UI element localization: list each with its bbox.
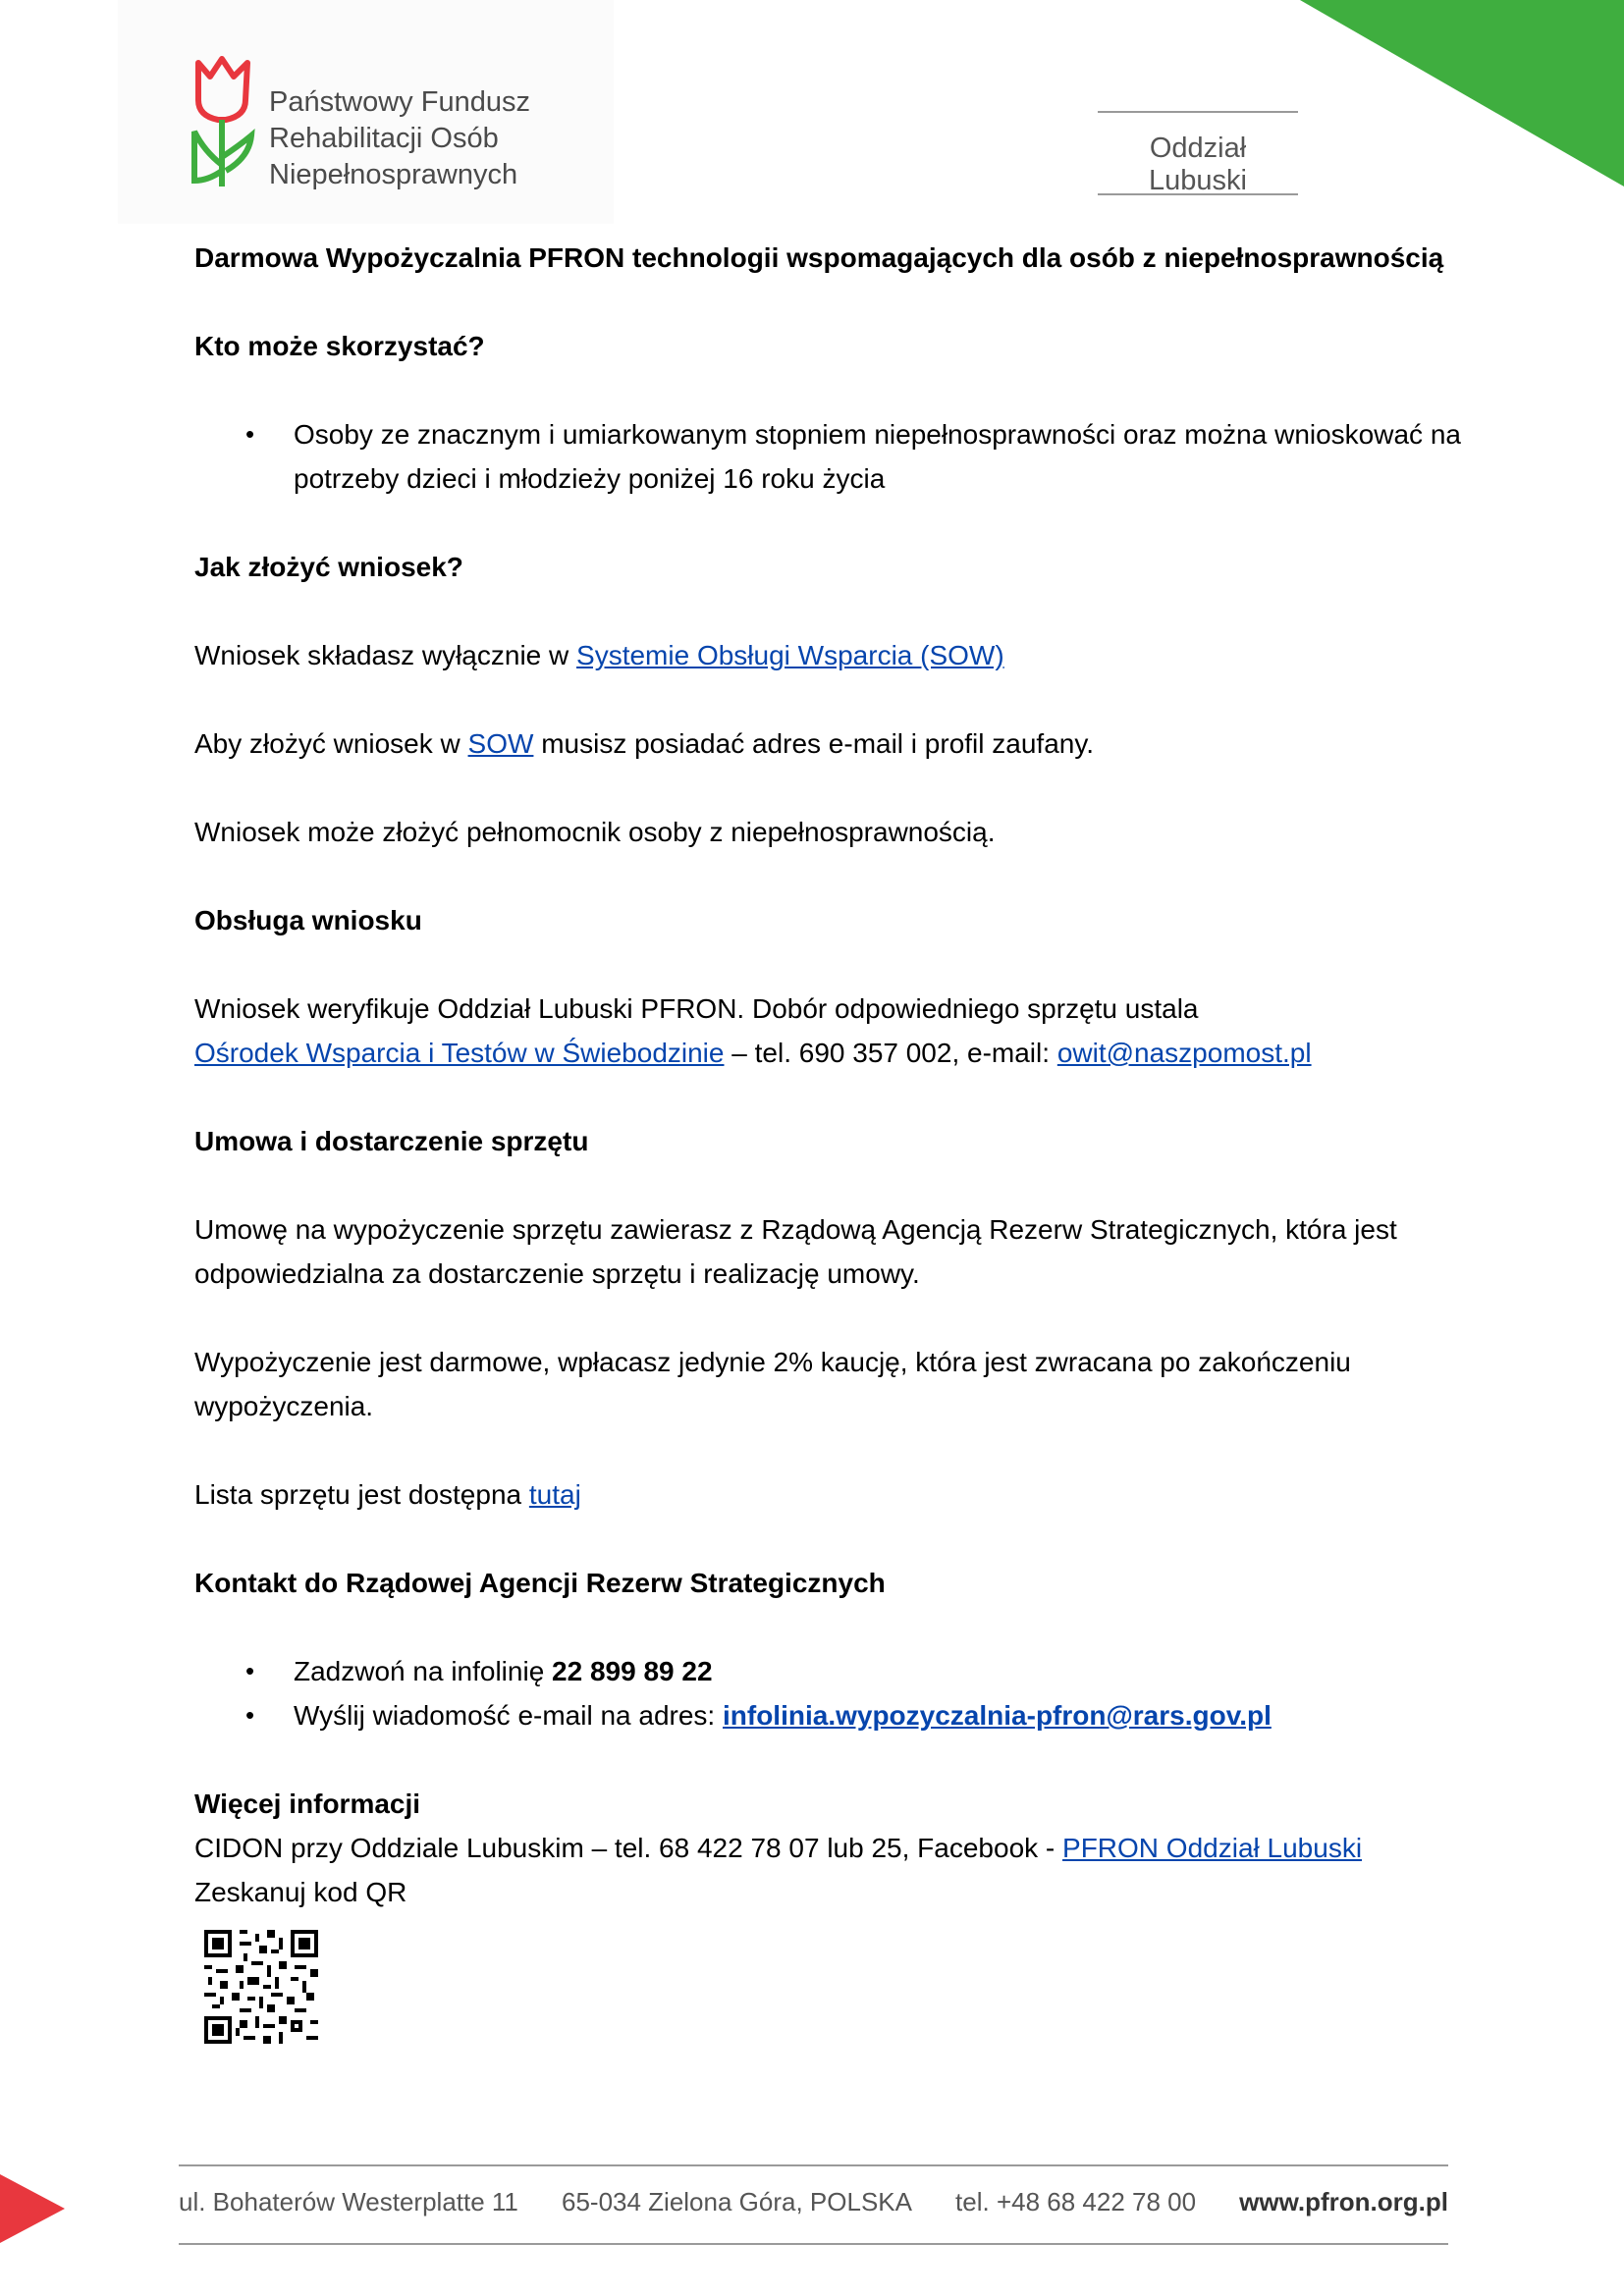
infoline-phone: 22 899 89 22 <box>552 1656 713 1686</box>
call-text: Zadzwoń na infolinię <box>294 1656 553 1686</box>
footer-address: ul. Bohaterów Westerplatte 11 <box>179 2187 518 2216</box>
contact-heading: Kontakt do Rządowej Agencji Rezerw Strategicznych <box>194 1568 886 1598</box>
logo-text <box>269 84 530 193</box>
document-body <box>194 236 1461 2044</box>
service-text: Wniosek weryfikuje Oddział Lubuski PFRON. Dobór odpowiedniego sprzętu ustala <box>194 993 1199 1024</box>
sow-system-link[interactable]: Systemie Obsługi Wsparcia (SOW) <box>576 640 1004 670</box>
facebook-link[interactable]: PFRON Oddział Lubuski <box>1062 1833 1363 1863</box>
more-info-text: CIDON przy Oddziale Lubuskim – tel. 68 422 78 07 lub 25, Facebook - <box>194 1833 1063 1863</box>
service-paragraph <box>194 987 1461 1075</box>
list-item: • Osoby ze znacznym i umiarkowanym stopniem niepełnosprawności oraz można wnioskować na potrzeby dzieci i młodzieży poniżej 16 roku życia <box>194 412 1461 501</box>
document-title: Darmowa Wypożyczalnia PFRON technologii wspomagających dla osób z niepełnosprawnością <box>194 242 1444 273</box>
more-info-heading: Więcej informacji <box>194 1789 421 1819</box>
how-p2-text-end: musisz posiadać adres e-mail i profil zaufany. <box>533 728 1095 759</box>
department-label-box <box>1098 111 1298 195</box>
contract-paragraph-2: Wypożyczenie jest darmowe, wpłacasz jedynie 2% kaucję, która jest zwracana po zakończeniu wypożyczenia. <box>194 1347 1351 1421</box>
footer-top-rule <box>179 2164 1448 2166</box>
equipment-list-text: Lista sprzętu jest dostępna <box>194 1479 529 1510</box>
footer-phone: tel. +48 68 422 78 00 <box>955 2187 1197 2216</box>
footer <box>179 2187 1448 2217</box>
corner-red-triangle <box>0 2174 65 2243</box>
footer-city: 65-034 Zielona Góra, POLSKA <box>561 2187 912 2216</box>
sow-link[interactable]: SOW <box>467 728 534 759</box>
rars-email-link[interactable]: infolinia.wypozyczalnia-pfron@rars.gov.pl <box>723 1700 1272 1731</box>
logo-line-2: Rehabilitacji Osób <box>269 123 499 154</box>
list-item <box>194 1649 1461 1693</box>
footer-website[interactable]: www.pfron.org.pl <box>1239 2187 1448 2216</box>
contact-list <box>194 1649 1461 1737</box>
owit-email-link[interactable]: owit@naszpomost.pl <box>1056 1038 1312 1068</box>
how-paragraph-3: Wniosek może złożyć pełnomocnik osoby z niepełnosprawnością. <box>194 817 996 847</box>
department-label: Oddział Lubuski <box>1149 133 1247 196</box>
logo-line-3: Niepełnosprawnych <box>269 159 518 190</box>
who-list <box>194 412 1461 501</box>
qr-caption: Zeskanuj kod QR <box>194 1877 407 1907</box>
email-text: Wyślij wiadomość e-mail na adres: <box>294 1700 723 1731</box>
footer-bottom-rule <box>179 2243 1448 2245</box>
how-heading: Jak złożyć wniosek? <box>194 552 463 582</box>
equipment-list-link[interactable]: tutaj <box>528 1479 581 1510</box>
how-paragraph-1 <box>194 633 1461 677</box>
list-item <box>194 1693 1461 1737</box>
owit-center-link[interactable]: Ośrodek Wsparcia i Testów w Świebodzinie <box>194 1038 725 1068</box>
how-p2-text: Aby złożyć wniosek w <box>194 728 468 759</box>
qr-code-icon <box>204 1930 318 2044</box>
service-contact-text: – tel. 690 357 002, e-mail: <box>724 1038 1057 1068</box>
how-paragraph-2 <box>194 721 1461 766</box>
contract-heading: Umowa i dostarczenie sprzętu <box>194 1126 589 1156</box>
tulip-icon <box>187 55 257 192</box>
equipment-list-paragraph <box>194 1472 1461 1517</box>
corner-green-triangle <box>1300 0 1624 187</box>
more-info-paragraph <box>194 1826 1461 1870</box>
how-p1-text: Wniosek składasz wyłącznie w <box>194 640 577 670</box>
contract-paragraph-1: Umowę na wypożyczenie sprzętu zawierasz z Rządową Agencją Rezerw Strategicznych, która jest odpowiedzialna za dostarczenie sprzętu i realizację umowy. <box>194 1214 1397 1289</box>
pfron-logo <box>118 0 614 224</box>
who-heading: Kto może skorzystać? <box>194 331 485 361</box>
logo-line-1: Państwowy Fundusz <box>269 86 530 118</box>
service-heading: Obsługa wniosku <box>194 905 422 935</box>
